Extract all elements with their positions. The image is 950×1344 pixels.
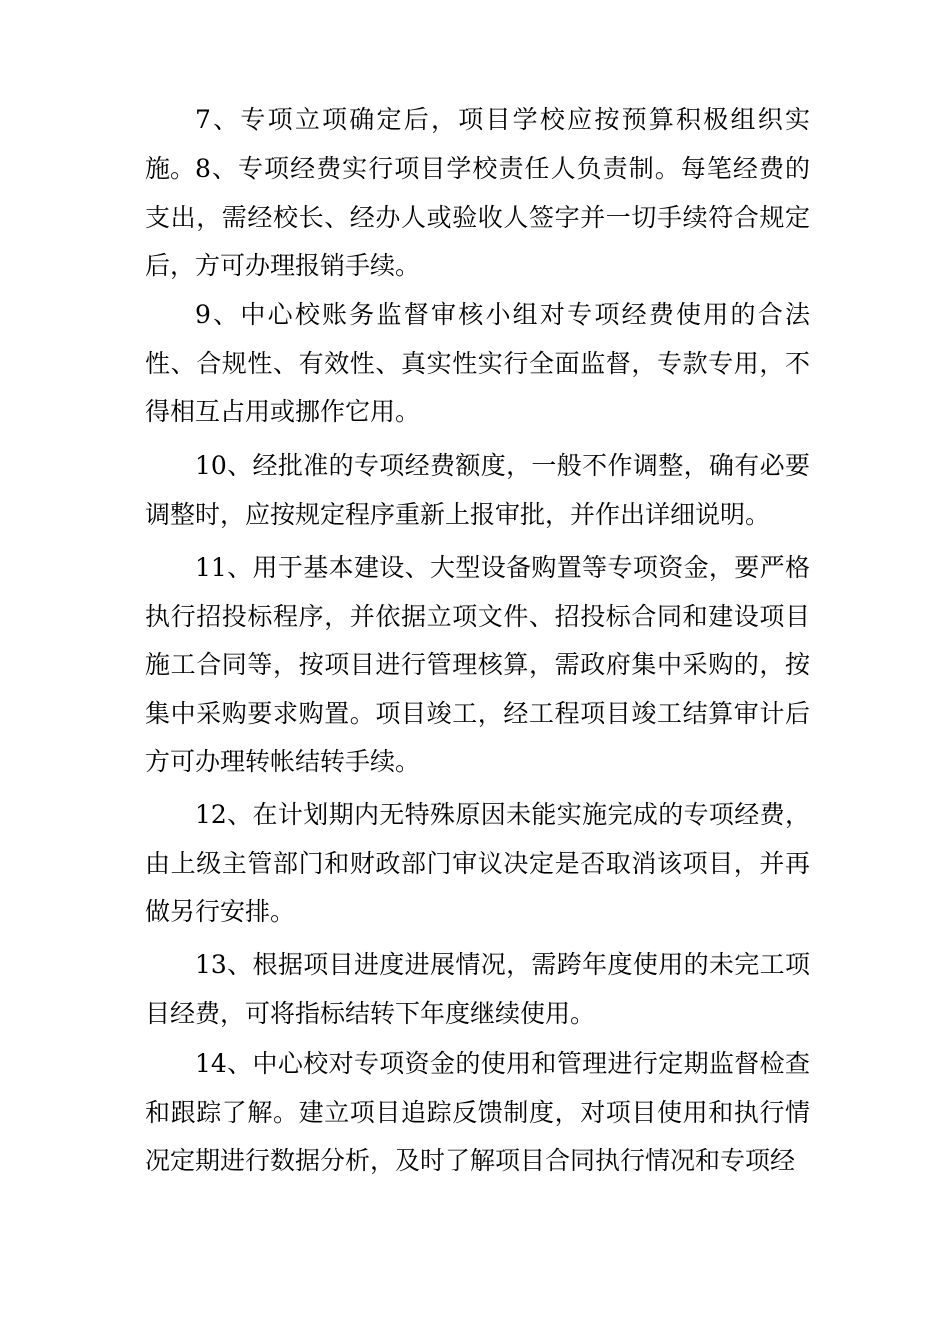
paragraph-item-7: 7、专项立项确定后，项目学校应按预算积极组织实施。 <box>145 105 810 183</box>
paragraph-item-10: 10、经批准的专项经费额度，一般不作调整，确有必要调整时，应按规定程序重新上报审批，并作出详细说明。 <box>145 451 810 529</box>
paragraph-item-8: 8、专项经费实行项目学校责任人负责制。每笔经费的支出，需经校长、经办人或验收人签字并一切手续符合规定后，方可办理报销手续。 <box>145 154 810 280</box>
paragraph-item-11: 11、用于基本建设、大型设备购置等专项资金，要严格执行招投标程序，并依据立项文件、招投标合同和建设项目施工合同等，按项目进行管理核算，需政府集中采购的，按集中采购要求购置。项目竣工，经工程项目竣工结算审计后方可办理转帐结转手续。 <box>145 553 810 776</box>
paragraph-item-13: 13、根据项目进度进展情况，需跨年度使用的未完工项目经费，可将指标结转下年度继续使用。 <box>145 950 810 1028</box>
paragraph-item-12: 12、在计划期内无特殊原因未能实施完成的专项经费，由上级主管部门和财政部门审议决定是否取消该项目，并再做另行安排。 <box>145 800 810 926</box>
paragraph-item-9: 9、中心校账务监督审核小组对专项经费使用的合法性、合规性、有效性、真实性实行全面监督，专款专用，不得相互占用或挪作它用。 <box>145 300 810 426</box>
paragraph-item-14: 14、中心校对专项资金的使用和管理进行定期监督检查和跟踪了解。建立项目追踪反馈制度，对项目使用和执行情况定期进行数据分析，及时了解项目合同执行情况和专项经 <box>145 1049 810 1175</box>
